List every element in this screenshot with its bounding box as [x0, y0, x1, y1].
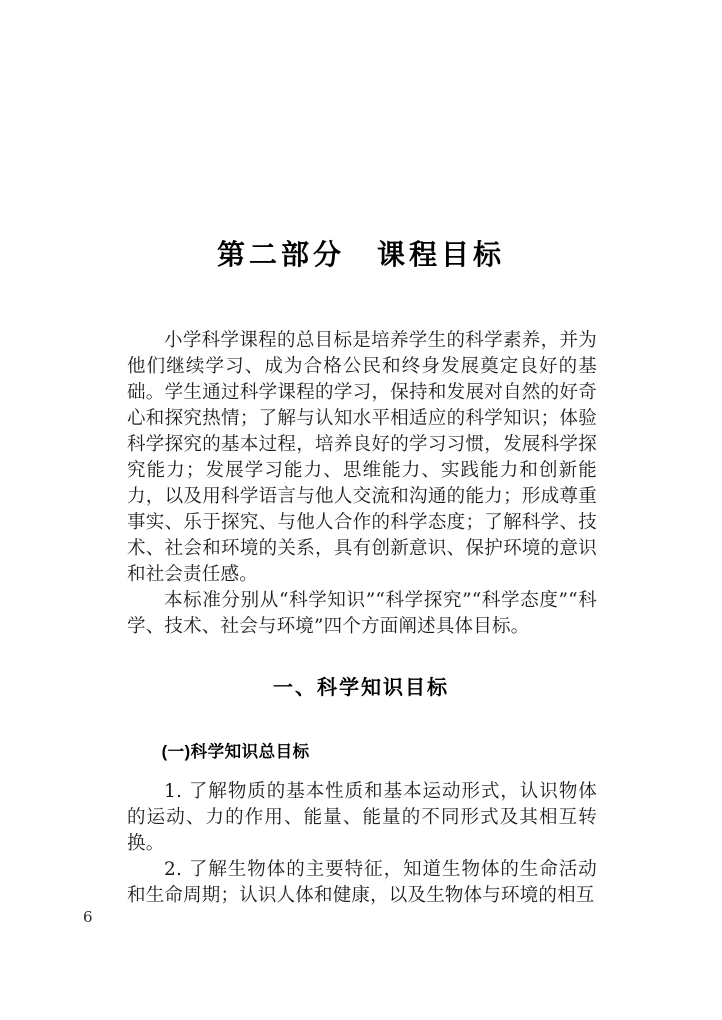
- objective-item: 1. 了解物质的基本性质和基本运动形式，认识物体的运动、力的作用、能量、能量的不同形式及其相互转换。: [127, 781, 597, 854]
- section-heading: 一、科学知识目标: [273, 677, 449, 699]
- objective-item: 2. 了解生物体的主要特征，知道生物体的生命活动和生命周期；认识人体和健康，以及生物体与环境的相互: [127, 859, 597, 906]
- page-number: 6: [83, 908, 93, 926]
- subsection-heading: (一)科学知识总目标: [161, 743, 310, 761]
- intro-paragraph: 本标准分别从“科学知识”“科学探究”“科学态度”“科学、技术、社会与环境”四个方面阐述具体目标。: [127, 590, 597, 637]
- page-title: 第二部分 课程目标: [216, 239, 505, 270]
- intro-paragraph: 小学科学课程的总目标是培养学生的科学素养，并为他们继续学习、成为合格公民和终身发展奠定良好的基础。学生通过科学课程的学习，保持和发展对自然的好奇心和探究热情；了解与认知水平相适应的科学知识；体验科学探究的基本过程，培养良好的学习习惯，发展科学探究能力；发展学习能力、思维能力、实践能力和创新能力，以及用科学语言与他人交流和沟通的能力；形成尊重事实、乐于探究、与他人合作的科学态度；了解科学、技术、社会和环境的关系，具有创新意识、保护环境的意识和社会责任感。: [127, 330, 597, 585]
- objective-items: [127, 779, 597, 909]
- intro-paragraphs: [127, 328, 597, 640]
